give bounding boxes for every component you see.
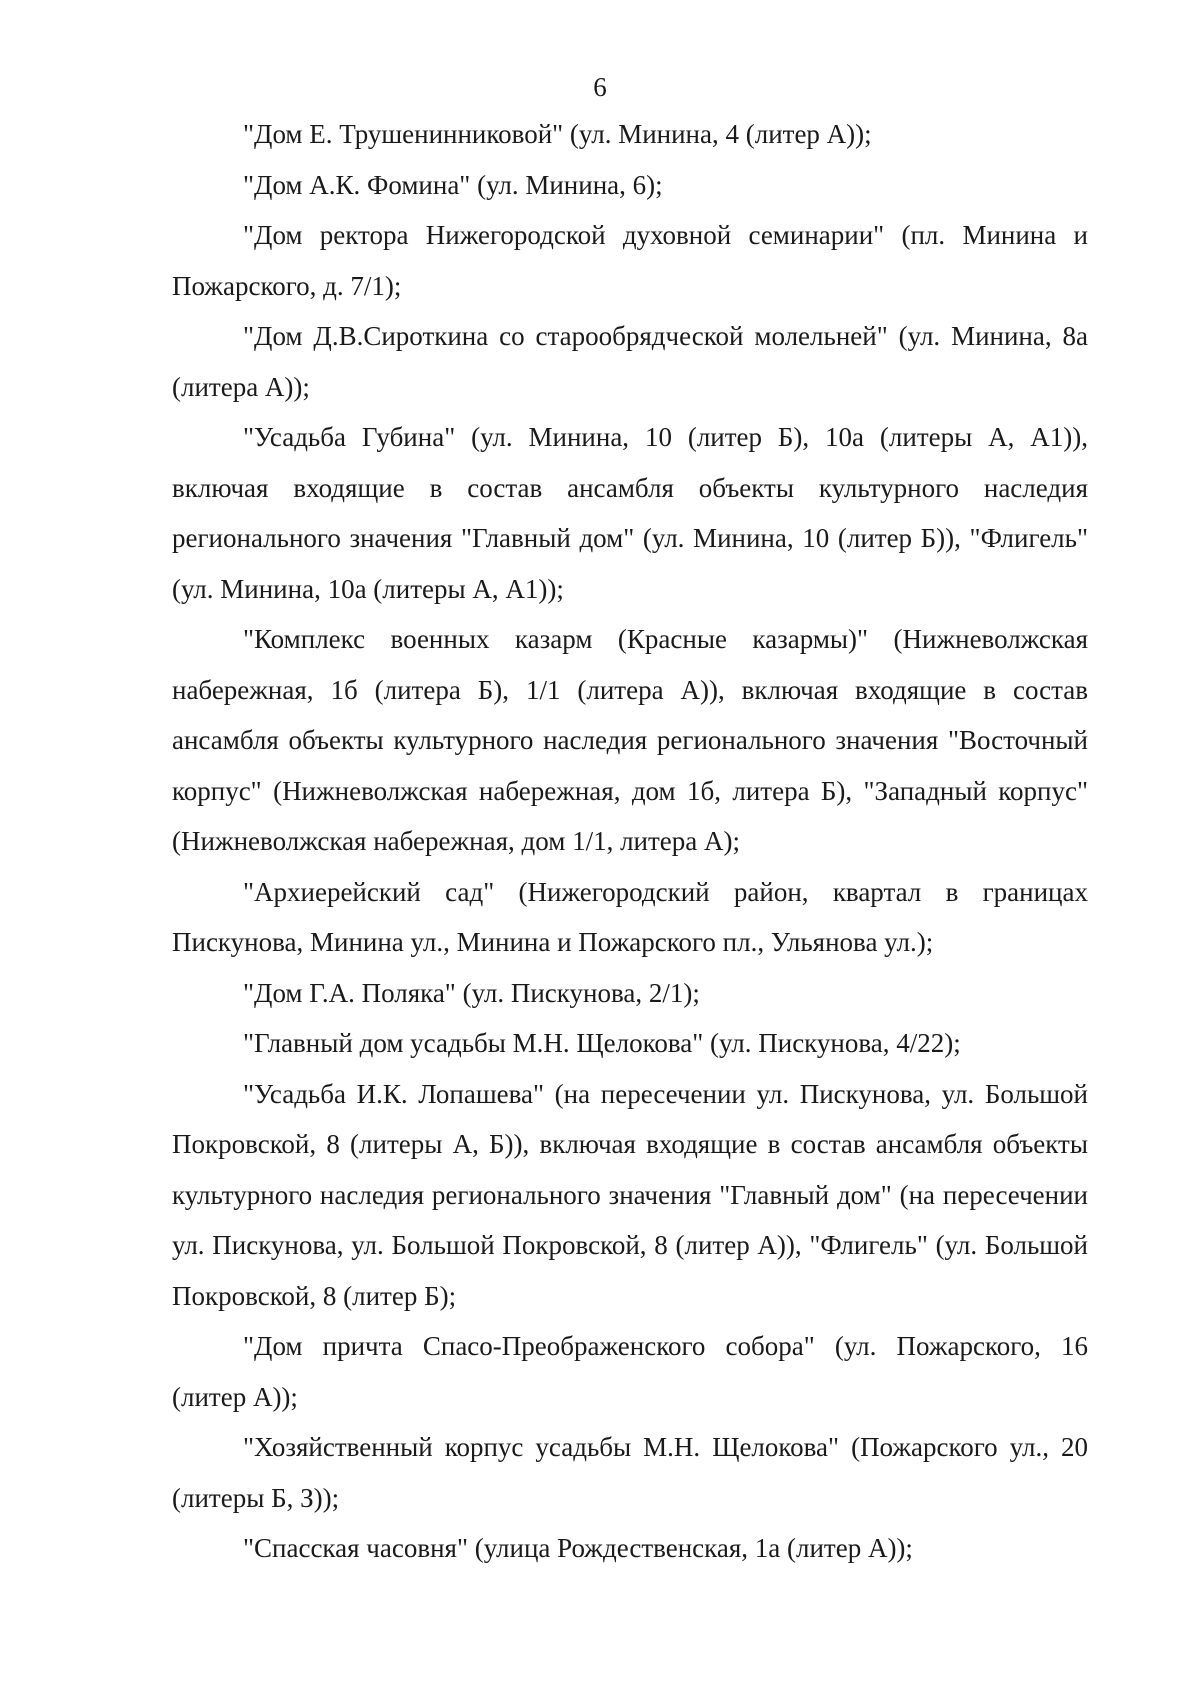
paragraph-bishops-garden: "Архиерейский сад" (Нижегородский район, квартал в границах Пискунова, Минина ул., Минина и Пожарского пл., Ульянова ул.); <box>172 876 1088 957</box>
paragraph-sirotkin-house: "Дом Д.В.Сироткина со старообрядческой молельней" (ул. Минина, 8а (литера А)); <box>172 321 1088 402</box>
paragraph-gubin-estate: "Усадьба Губина" (ул. Минина, 10 (литер Б), 10а (литеры А, А1)), включая входящие в состав ансамбля объекты культурного наследия регионального значения "Главный дом" (ул. Минина, 10 (литер Б)), "Флигель" (ул. Минина, 10а (литеры А, А1)); <box>172 422 1088 604</box>
paragraph-shchelokov-main-house: "Главный дом усадьбы М.Н. Щелокова" (ул. Пискунова, 4/22); <box>243 1028 961 1058</box>
paragraph-polyak-house: "Дом Г.А. Поляка" (ул. Пискунова, 2/1); <box>243 977 700 1008</box>
paragraph-trusheninnikova-house: "Дом Е. Трушенинниковой" (ул. Минина, 4 (литер А)); <box>243 119 872 149</box>
paragraph-shchelokov-utility-building: "Хозяйственный корпус усадьбы М.Н. Щелокова" (Пожарского ул., 20 (литеры Б, З)); <box>172 1432 1088 1513</box>
paragraph-lopashev-estate: "Усадьба И.К. Лопашева" (на пересечении ул. Пискунова, ул. Большой Покровской, 8 (литеры А, Б)), включая входящие в состав ансамбля объекты культурного наследия регионального значения "Главный дом" (на пересечении ул. Пискунова, ул. Большой Покровской, 8 (литер А)), "Флигель" (ул. Большой Покровской, 8 (литер Б); <box>172 1078 1088 1311</box>
document-body <box>172 109 1088 1574</box>
paragraph-clergy-house: "Дом причта Спасо-Преображенского собора" (ул. Пожарского, 16 (литер А)); <box>172 1331 1088 1412</box>
paragraph-seminary-rector-house: "Дом ректора Нижегородской духовной семинарии" (пл. Минина и Пожарского, д. 7/1); <box>172 220 1088 301</box>
paragraph-military-barracks: "Комплекс военных казарм (Красные казармы)" (Нижневолжская набережная, 1б (литера Б), 1/1 (литера А)), включая входящие в состав ансамбля объекты культурного наследия регионального значения "Восточный корпус" (Нижневолжская набережная, дом 1б, литера Б), "Западный корпус" (Нижневолжская набережная, дом 1/1, литера А); <box>172 624 1088 856</box>
page-number: 6 <box>593 72 607 102</box>
paragraph-spasskaya-chapel: "Спасская часовня" (улица Рождественская, 1а (литер А)); <box>243 1533 913 1563</box>
paragraph-fomin-house: "Дом А.К. Фомина" (ул. Минина, 6); <box>243 169 663 200</box>
